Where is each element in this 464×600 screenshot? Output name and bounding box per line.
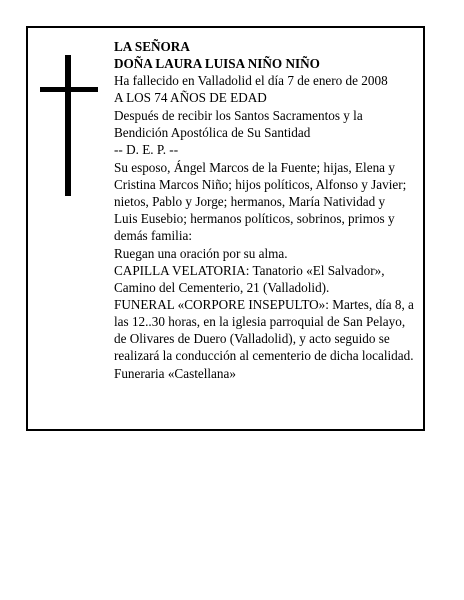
latin-cross-icon xyxy=(40,55,98,196)
funeral-line-1: FUNERAL «CORPORE INSEPULTO»: Martes, día 8, a xyxy=(114,297,414,312)
dep-line: -- D. E. P. -- xyxy=(114,142,179,157)
cross-vertical-bar xyxy=(65,55,71,196)
death-date-line: Ha fallecido en Valladolid el día 7 de enero de 2008 xyxy=(114,73,388,88)
cross-horizontal-bar xyxy=(40,87,98,92)
chapel-line-1: CAPILLA VELATORIA: Tanatorio «El Salvador», xyxy=(114,263,385,278)
prayer-line: Ruegan una oración por su alma. xyxy=(114,246,288,261)
deceased-name: DOÑA LAURA LUISA NIÑO NIÑO xyxy=(114,56,320,71)
family-line-5: demás familia: xyxy=(114,228,192,243)
family-line-3: nietos, Pablo y Jorge; hermanos, María Natividad y xyxy=(114,194,386,209)
age-line: A LOS 74 AÑOS DE EDAD xyxy=(114,90,267,105)
obituary-text xyxy=(114,38,420,382)
funeral-line-2: las 12..30 horas, en la iglesia parroquial de San Pelayo, xyxy=(114,314,406,329)
sacraments-line-1: Después de recibir los Santos Sacramentos y la xyxy=(114,108,363,123)
family-line-1: Su esposo, Ángel Marcos de la Fuente; hijas, Elena y xyxy=(114,160,395,175)
funeral-home-line: Funeraria «Castellana» xyxy=(114,366,236,381)
family-line-4: Luis Eusebio; hermanos políticos, sobrinos, primos y xyxy=(114,211,395,226)
chapel-line-2: Camino del Cementerio, 21 (Valladolid). xyxy=(114,280,330,295)
funeral-line-4: realizará la conducción al cementerio de dicha localidad. xyxy=(114,348,414,363)
family-line-2: Cristina Marcos Niño; hijos políticos, Alfonso y Javier; xyxy=(114,177,407,192)
title-line: LA SEÑORA xyxy=(114,39,190,54)
funeral-line-3: de Olivares de Duero (Valladolid), y acto seguido se xyxy=(114,331,390,346)
sacraments-line-2: Bendición Apostólica de Su Santidad xyxy=(114,125,311,140)
